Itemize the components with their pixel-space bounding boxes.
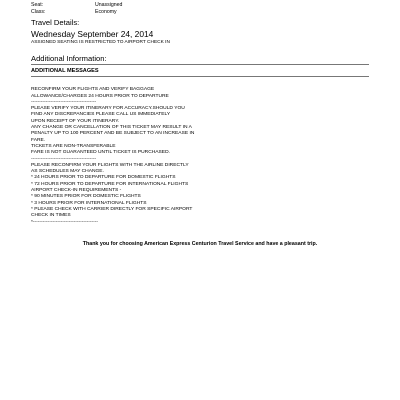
message-line: CHECK IN TIMES	[31, 213, 71, 219]
message-line: * 24 HOURS PRIOR TO DEPARTURE FOR DOMESTIC FLIGHTS	[31, 175, 176, 181]
thank-you-message: Thank you for choosing American Express Centurion Travel Service and have a pleasant trip.	[82, 241, 318, 247]
divider	[31, 76, 369, 77]
message-line: PLEASE VERIFY YOUR ITINERARY FOR ACCURACY.SHOULD YOU	[31, 106, 185, 112]
additional-messages-list	[31, 81, 361, 226]
message-line: AIRPORT CHECK-IN REQUIREMENTS -	[31, 188, 122, 194]
divider	[31, 64, 369, 65]
message-line: ALLOWANCE/CHARGES 24 HOURS PRIOR TO DEPARTURE	[31, 93, 169, 99]
message-line: ----------------------------------------	[31, 156, 97, 162]
message-line: AS SCHEDULES MAY CHANGE.	[31, 169, 104, 175]
message-line: UPON RECEIPT OF YOUR ITINERARY.	[31, 118, 120, 124]
message-line: PENALTY UP TO 100 PERCENT AND BE SUBJECT TO AN INCREASE IN	[31, 131, 195, 137]
message-line: FARE.	[31, 137, 46, 143]
message-line: FIND ANY DISCREPANCIES PLEASE CALL US IMMEDIATELY	[31, 112, 171, 118]
class-value: Economy	[95, 9, 117, 15]
message-line: *----------------------------------------	[31, 219, 99, 225]
message-line: TICKETS ARE NON-TRANSFERABLE	[31, 143, 116, 149]
additional-info-heading: Additional Information:	[31, 54, 107, 63]
travel-date: Wednesday September 24, 2014	[31, 29, 154, 39]
class-label: Class:	[31, 9, 46, 15]
message-line: RECONFIRM YOUR FLIGHTS AND VERIFY BAGGAGE	[31, 87, 155, 93]
additional-messages-heading: ADDITIONAL MESSAGES	[31, 68, 99, 74]
seat-value: Unassigned	[95, 2, 123, 8]
message-line: * PLEASE CHECK WITH CARRIER DIRECTLY FOR SPECIFIC AIRPORT	[31, 206, 193, 212]
message-line: * 90 MINUTES PRIOR FOR DOMESTIC FLIGHTS	[31, 194, 141, 200]
message-line: * 72 HOURS PRIOR TO DEPARTURE FOR INTERNATIONAL FLIGHTS	[31, 181, 189, 187]
seat-label: Seat:	[31, 2, 44, 8]
message-line: FARE IS NOT GUARANTEED UNTIL TICKET IS PURCHASED.	[31, 150, 170, 156]
message-line: ANY CHANGE OR CANCELLATION OF THIS TICKET MAY RESULT IN A	[31, 125, 192, 131]
message-line: PLEASE RECONFIRM YOUR FLIGHTS WITH THE AIRLINE DIRECTLY	[31, 162, 189, 168]
travel-details-heading: Travel Details:	[31, 18, 80, 27]
message-line: * 3 HOURS PRIOR FOR INTERNATIONAL FLIGHTS	[31, 200, 147, 206]
seating-note: ASSIGNED SEATING IS RESTRICTED TO AIRPORT CHECK IN	[31, 40, 170, 45]
message-line: ----------------------------------------	[31, 99, 97, 105]
